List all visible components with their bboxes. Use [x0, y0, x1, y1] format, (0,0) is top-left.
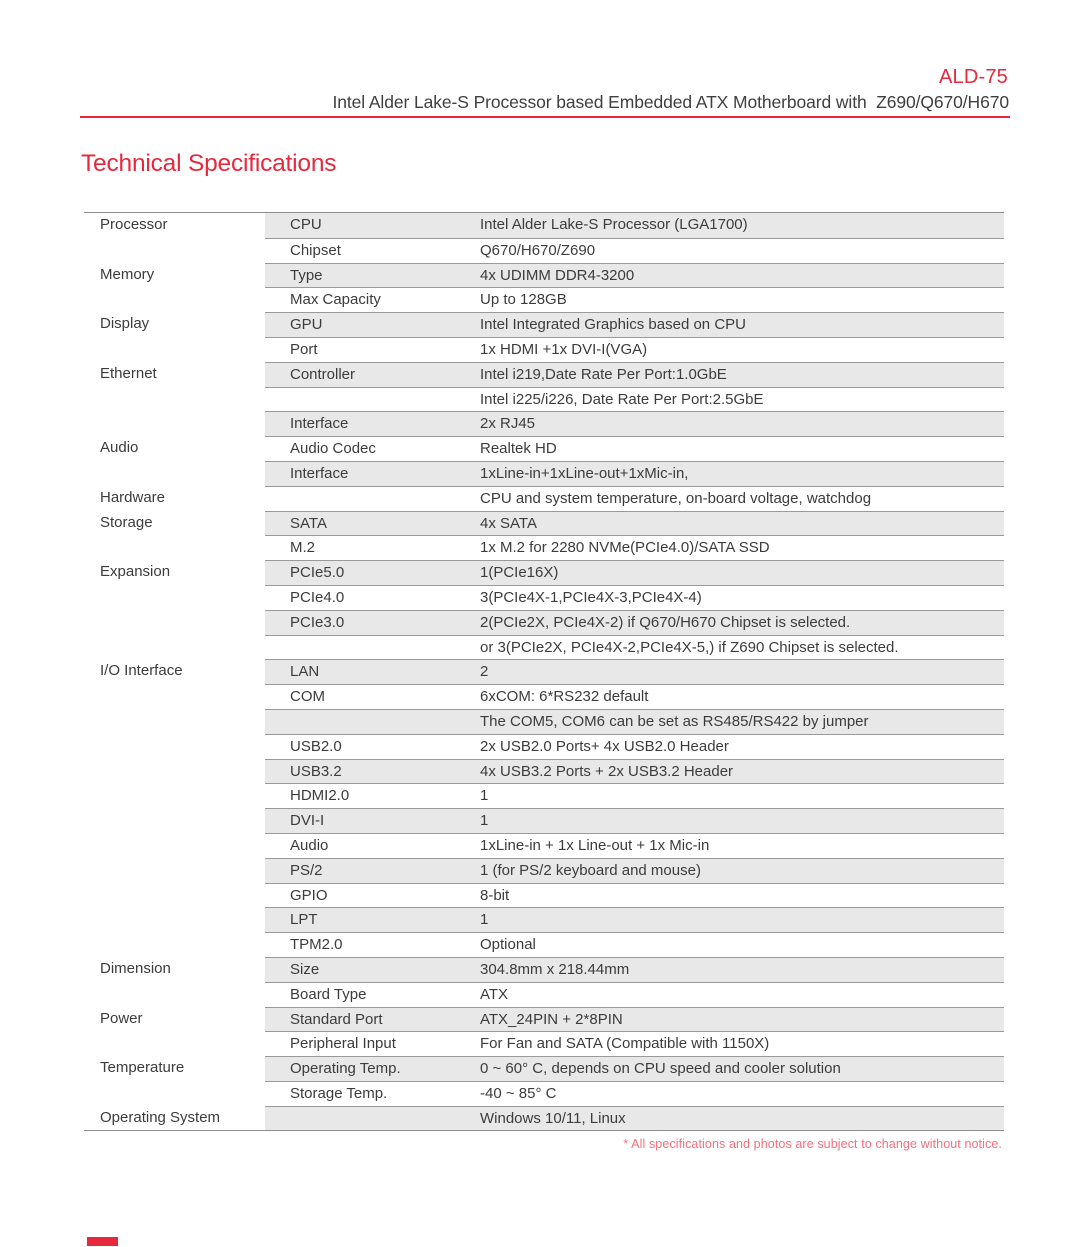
spec-value: 8-bit	[480, 886, 510, 904]
spec-value: 2(PCIe2X, PCIe4X-2) if Q670/H670 Chipset is selected.	[480, 613, 851, 631]
spec-row-body	[265, 238, 1004, 263]
product-code: ALD-75	[938, 66, 1008, 88]
table-row	[84, 759, 1004, 784]
spec-category	[84, 1031, 265, 1056]
spec-category: Display	[84, 312, 265, 337]
spec-table	[84, 212, 1004, 1131]
spec-value: CPU and system temperature, on-board voltage, watchdog	[480, 489, 872, 507]
table-row	[84, 263, 1004, 288]
spec-category	[84, 1081, 265, 1106]
spec-category: Power	[84, 1007, 265, 1032]
table-row	[84, 635, 1004, 660]
spec-value: 2x USB2.0 Ports+ 4x USB2.0 Header	[480, 737, 729, 755]
spec-value: 1	[480, 911, 489, 929]
spec-row-body	[265, 759, 1004, 784]
table-row	[84, 1007, 1004, 1032]
spec-value: 1 (for PS/2 keyboard and mouse)	[480, 861, 701, 879]
spec-category	[84, 238, 265, 263]
spec-category: Expansion	[84, 560, 265, 585]
spec-label: Chipset	[290, 241, 341, 259]
spec-value: The COM5, COM6 can be set as RS485/RS422 by jumper	[480, 712, 869, 730]
spec-label: SATA	[290, 514, 327, 532]
spec-label: PS/2	[290, 861, 323, 879]
spec-value: or 3(PCIe2X, PCIe4X-2,PCIe4X-5,) if Z690 Chipset is selected.	[480, 638, 899, 656]
spec-label: Interface	[290, 464, 349, 482]
spec-label: Operating Temp.	[290, 1060, 401, 1078]
spec-value: 4x UDIMM DDR4-3200	[480, 266, 635, 284]
spec-value: 1	[480, 812, 489, 830]
spec-category	[84, 337, 265, 362]
spec-category	[84, 709, 265, 734]
spec-row-body	[265, 1106, 1004, 1131]
spec-value: ATX	[480, 985, 509, 1003]
spec-value: 304.8mm x 218.44mm	[480, 960, 630, 978]
spec-label: Storage Temp.	[290, 1084, 388, 1102]
spec-row-body	[265, 287, 1004, 312]
spec-value: 1(PCIe16X)	[480, 564, 559, 582]
footnote: * All specifications and photos are subject to change without notice.	[623, 1137, 1002, 1151]
spec-label: Size	[290, 960, 320, 978]
spec-value: For Fan and SATA (Compatible with 1150X)	[480, 1035, 770, 1053]
spec-label: Audio	[290, 836, 329, 854]
spec-category: Hardware	[84, 486, 265, 511]
spec-label: Interface	[290, 415, 349, 433]
spec-label: USB3.2	[290, 762, 342, 780]
spec-row-body	[265, 1056, 1004, 1081]
spec-label: Type	[290, 266, 323, 284]
spec-row-body	[265, 1081, 1004, 1106]
spec-row-body	[265, 932, 1004, 957]
spec-value: Intel Integrated Graphics based on CPU	[480, 316, 746, 334]
spec-value: -40 ~ 85° C	[480, 1084, 557, 1102]
spec-label: TPM2.0	[290, 936, 343, 954]
spec-category	[84, 411, 265, 436]
spec-row-body	[265, 783, 1004, 808]
spec-value: 2x RJ45	[480, 415, 536, 433]
section-title: Technical Specifications	[81, 150, 337, 177]
spec-label: Peripheral Input	[290, 1035, 396, 1053]
spec-value: 1xLine-in + 1x Line-out + 1x Mic-in	[480, 836, 710, 854]
spec-category: Temperature	[84, 1056, 265, 1081]
spec-row-body	[265, 312, 1004, 337]
spec-value: 4x SATA	[480, 514, 537, 532]
spec-value: Intel Alder Lake-S Processor (LGA1700)	[480, 216, 748, 233]
spec-category: Storage	[84, 511, 265, 536]
spec-label	[265, 710, 480, 734]
table-row	[84, 585, 1004, 610]
spec-label	[265, 388, 480, 412]
table-row	[84, 1081, 1004, 1106]
table-row	[84, 535, 1004, 560]
table-row	[84, 461, 1004, 486]
spec-row-body	[265, 709, 1004, 734]
table-row	[84, 486, 1004, 511]
spec-row-body	[265, 511, 1004, 536]
spec-category	[84, 387, 265, 412]
spec-value: Q670/H670/Z690	[480, 241, 596, 259]
spec-label: PCIe4.0	[290, 588, 345, 606]
spec-value: Intel i225/i226, Date Rate Per Port:2.5GbE	[480, 390, 764, 408]
table-row	[84, 436, 1004, 461]
spec-row-body	[265, 436, 1004, 461]
spec-label: USB2.0	[290, 737, 342, 755]
spec-category: Operating System	[84, 1106, 265, 1131]
spec-value: 1	[480, 787, 489, 805]
spec-category	[84, 907, 265, 932]
spec-category	[84, 585, 265, 610]
spec-value: Windows 10/11, Linux	[480, 1109, 626, 1127]
table-row	[84, 883, 1004, 908]
spec-label: LPT	[290, 911, 318, 929]
spec-category	[84, 535, 265, 560]
table-row	[84, 238, 1004, 263]
spec-category: I/O Interface	[84, 659, 265, 684]
spec-category	[84, 461, 265, 486]
spec-row-body	[265, 982, 1004, 1007]
spec-label: LAN	[290, 663, 320, 681]
spec-row-body	[265, 213, 1004, 238]
spec-row-body	[265, 411, 1004, 436]
table-row	[84, 560, 1004, 585]
spec-label: Max Capacity	[290, 291, 381, 309]
spec-row-body	[265, 387, 1004, 412]
table-row	[84, 1056, 1004, 1081]
spec-category	[84, 610, 265, 635]
spec-row-body	[265, 535, 1004, 560]
spec-label: Audio Codec	[290, 440, 376, 458]
table-row	[84, 610, 1004, 635]
spec-row-body	[265, 362, 1004, 387]
table-row	[84, 1106, 1004, 1131]
spec-row-body	[265, 808, 1004, 833]
table-row	[84, 833, 1004, 858]
spec-value: Realtek HD	[480, 440, 557, 458]
spec-category: Memory	[84, 263, 265, 288]
spec-category	[84, 635, 265, 660]
spec-row-body	[265, 461, 1004, 486]
spec-row-body	[265, 337, 1004, 362]
table-row	[84, 337, 1004, 362]
spec-row-body	[265, 635, 1004, 660]
spec-category	[84, 858, 265, 883]
spec-category	[84, 759, 265, 784]
spec-value: 0 ~ 60° C, depends on CPU speed and cooler solution	[480, 1060, 841, 1078]
table-row	[84, 684, 1004, 709]
spec-row-body	[265, 833, 1004, 858]
spec-label: Controller	[290, 365, 356, 383]
spec-label: M.2	[290, 539, 316, 557]
spec-row-body	[265, 610, 1004, 635]
table-row	[84, 312, 1004, 337]
table-row	[84, 213, 1004, 238]
spec-category	[84, 982, 265, 1007]
spec-row-body	[265, 263, 1004, 288]
spec-value: ATX_24PIN + 2*8PIN	[480, 1010, 623, 1028]
table-row	[84, 957, 1004, 982]
spec-value: 3(PCIe4X-1,PCIe4X-3,PCIe4X-4)	[480, 588, 702, 606]
table-row	[84, 362, 1004, 387]
spec-label: Port	[290, 340, 318, 358]
spec-label: HDMI2.0	[290, 787, 350, 805]
spec-value: 1xLine-in+1xLine-out+1xMic-in,	[480, 464, 689, 482]
spec-label: Board Type	[290, 985, 367, 1003]
spec-category	[84, 734, 265, 759]
spec-row-body	[265, 957, 1004, 982]
table-row	[84, 709, 1004, 734]
spec-category	[84, 783, 265, 808]
spec-row-body	[265, 486, 1004, 511]
page-corner-marker	[87, 1237, 118, 1246]
spec-label: GPU	[290, 316, 323, 334]
table-row	[84, 659, 1004, 684]
spec-value: Optional	[480, 936, 536, 954]
spec-label	[265, 487, 480, 511]
spec-label: GPIO	[290, 886, 328, 904]
spec-category	[84, 287, 265, 312]
table-row	[84, 858, 1004, 883]
spec-category: Dimension	[84, 957, 265, 982]
spec-category	[84, 883, 265, 908]
table-row	[84, 411, 1004, 436]
spec-row-body	[265, 560, 1004, 585]
spec-row-body	[265, 1007, 1004, 1032]
spec-value: 1x HDMI +1x DVI-I(VGA)	[480, 340, 648, 358]
spec-category: Processor	[84, 213, 265, 238]
spec-label: Standard Port	[290, 1010, 383, 1028]
spec-value: Up to 128GB	[480, 291, 567, 309]
spec-row-body	[265, 858, 1004, 883]
table-row	[84, 783, 1004, 808]
spec-value: 2	[480, 663, 489, 681]
spec-label: PCIe5.0	[290, 564, 345, 582]
spec-row-body	[265, 659, 1004, 684]
spec-value: 1x M.2 for 2280 NVMe(PCIe4.0)/SATA SSD	[480, 539, 770, 557]
spec-row-body	[265, 1031, 1004, 1056]
spec-row-body	[265, 907, 1004, 932]
table-row	[84, 387, 1004, 412]
spec-row-body	[265, 883, 1004, 908]
spec-value: 4x USB3.2 Ports + 2x USB3.2 Header	[480, 762, 734, 780]
page-subtitle: Intel Alder Lake-S Processor based Embedded ATX Motherboard with Z690/Q670/H670	[332, 92, 1009, 112]
spec-category	[84, 684, 265, 709]
spec-category	[84, 808, 265, 833]
spec-label: PCIe3.0	[290, 613, 345, 631]
table-row	[84, 287, 1004, 312]
spec-category	[84, 932, 265, 957]
table-row	[84, 1031, 1004, 1056]
spec-value: Intel i219,Date Rate Per Port:1.0GbE	[480, 365, 727, 383]
spec-value: 6xCOM: 6*RS232 default	[480, 688, 649, 706]
spec-row-body	[265, 585, 1004, 610]
spec-category: Ethernet	[84, 362, 265, 387]
header-rule-divider	[80, 116, 1010, 118]
table-row	[84, 734, 1004, 759]
table-row	[84, 932, 1004, 957]
table-row	[84, 511, 1004, 536]
spec-row-body	[265, 734, 1004, 759]
spec-label	[265, 1107, 480, 1131]
spec-category: Audio	[84, 436, 265, 461]
table-row	[84, 808, 1004, 833]
table-row	[84, 907, 1004, 932]
spec-category	[84, 833, 265, 858]
spec-label: COM	[290, 688, 325, 706]
spec-label	[265, 636, 480, 660]
spec-label: DVI-I	[290, 812, 325, 830]
table-row	[84, 982, 1004, 1007]
spec-label: CPU	[290, 216, 322, 233]
spec-row-body	[265, 684, 1004, 709]
